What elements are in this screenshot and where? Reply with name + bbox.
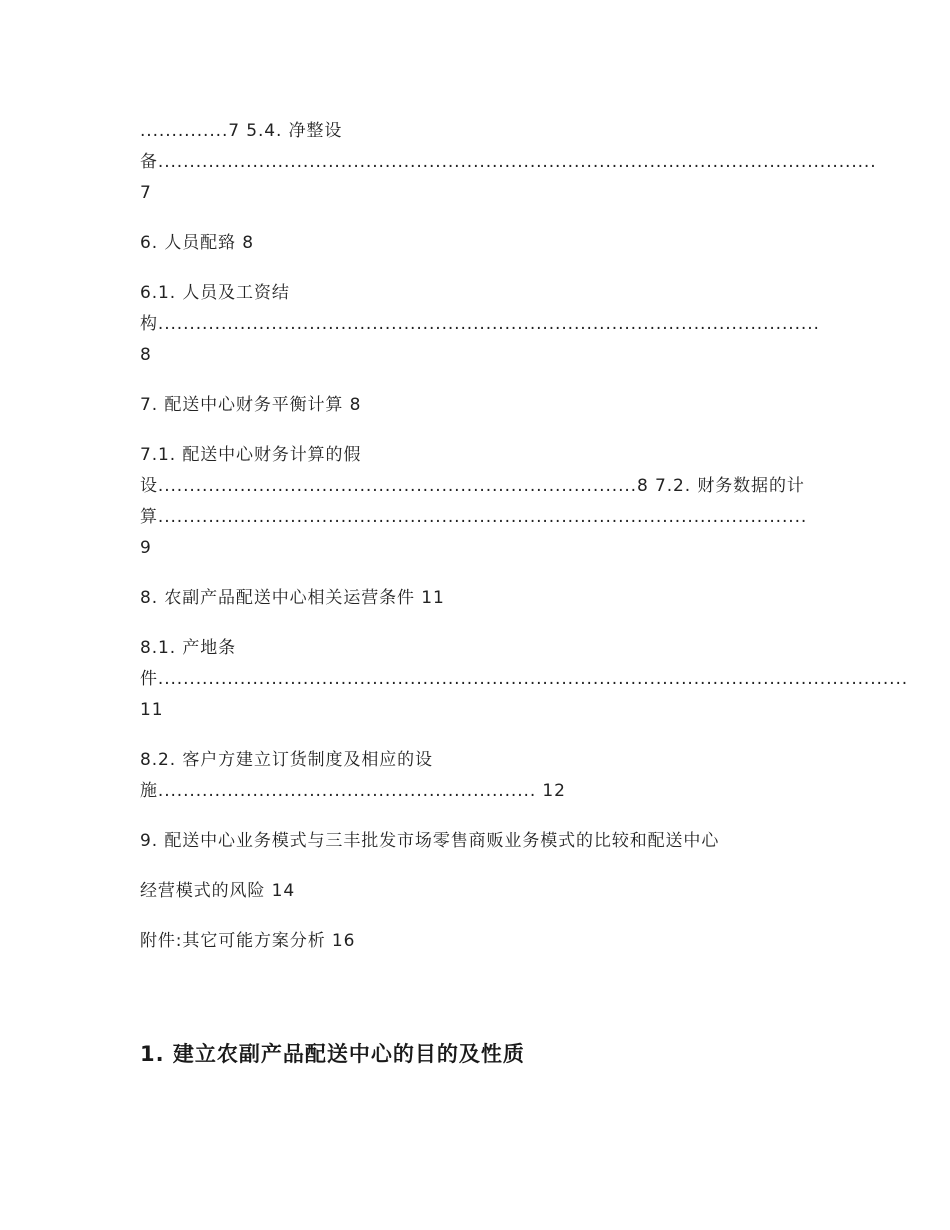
toc-entry-9: 9. 配送中心业务模式与三丰批发市场零售商贩业务模式的比较和配送中心	[140, 831, 720, 851]
toc-entry-8-2: 8.2. 客户方建立订货制度及相应的设施............................................................ 12	[140, 750, 566, 801]
table-of-contents	[140, 116, 909, 976]
toc-entry-8-1: 8.1. 产地条件.......................................................................................................................11	[140, 638, 909, 720]
section-number: 1.	[140, 1042, 165, 1066]
toc-entry-6-1: 6.1. 人员及工资结构.........................................................................................................8	[140, 283, 820, 365]
toc-entry-6: 6. 人员配臵 8	[140, 233, 254, 253]
toc-entry-7: 7. 配送中心财务平衡计算 8	[140, 395, 362, 415]
toc-entry-appendix: 附件:其它可能方案分析 16	[140, 931, 356, 951]
toc-entry-5-4: ..............7 5.4. 净整设备..................................................................................................................7	[140, 121, 877, 203]
toc-entry-9-continued: 经营模式的风险 14	[140, 881, 296, 901]
section-title: 建立农副产品配送中心的目的及性质	[164, 1042, 525, 1066]
section-heading	[140, 1036, 525, 1072]
toc-entry-8: 8. 农副产品配送中心相关运营条件 11	[140, 588, 445, 608]
toc-entry-7-1-7-2: 7.1. 配送中心财务计算的假设............................................................................8 7.2. 财务数据的计算.......................................................................................................9	[140, 445, 808, 558]
